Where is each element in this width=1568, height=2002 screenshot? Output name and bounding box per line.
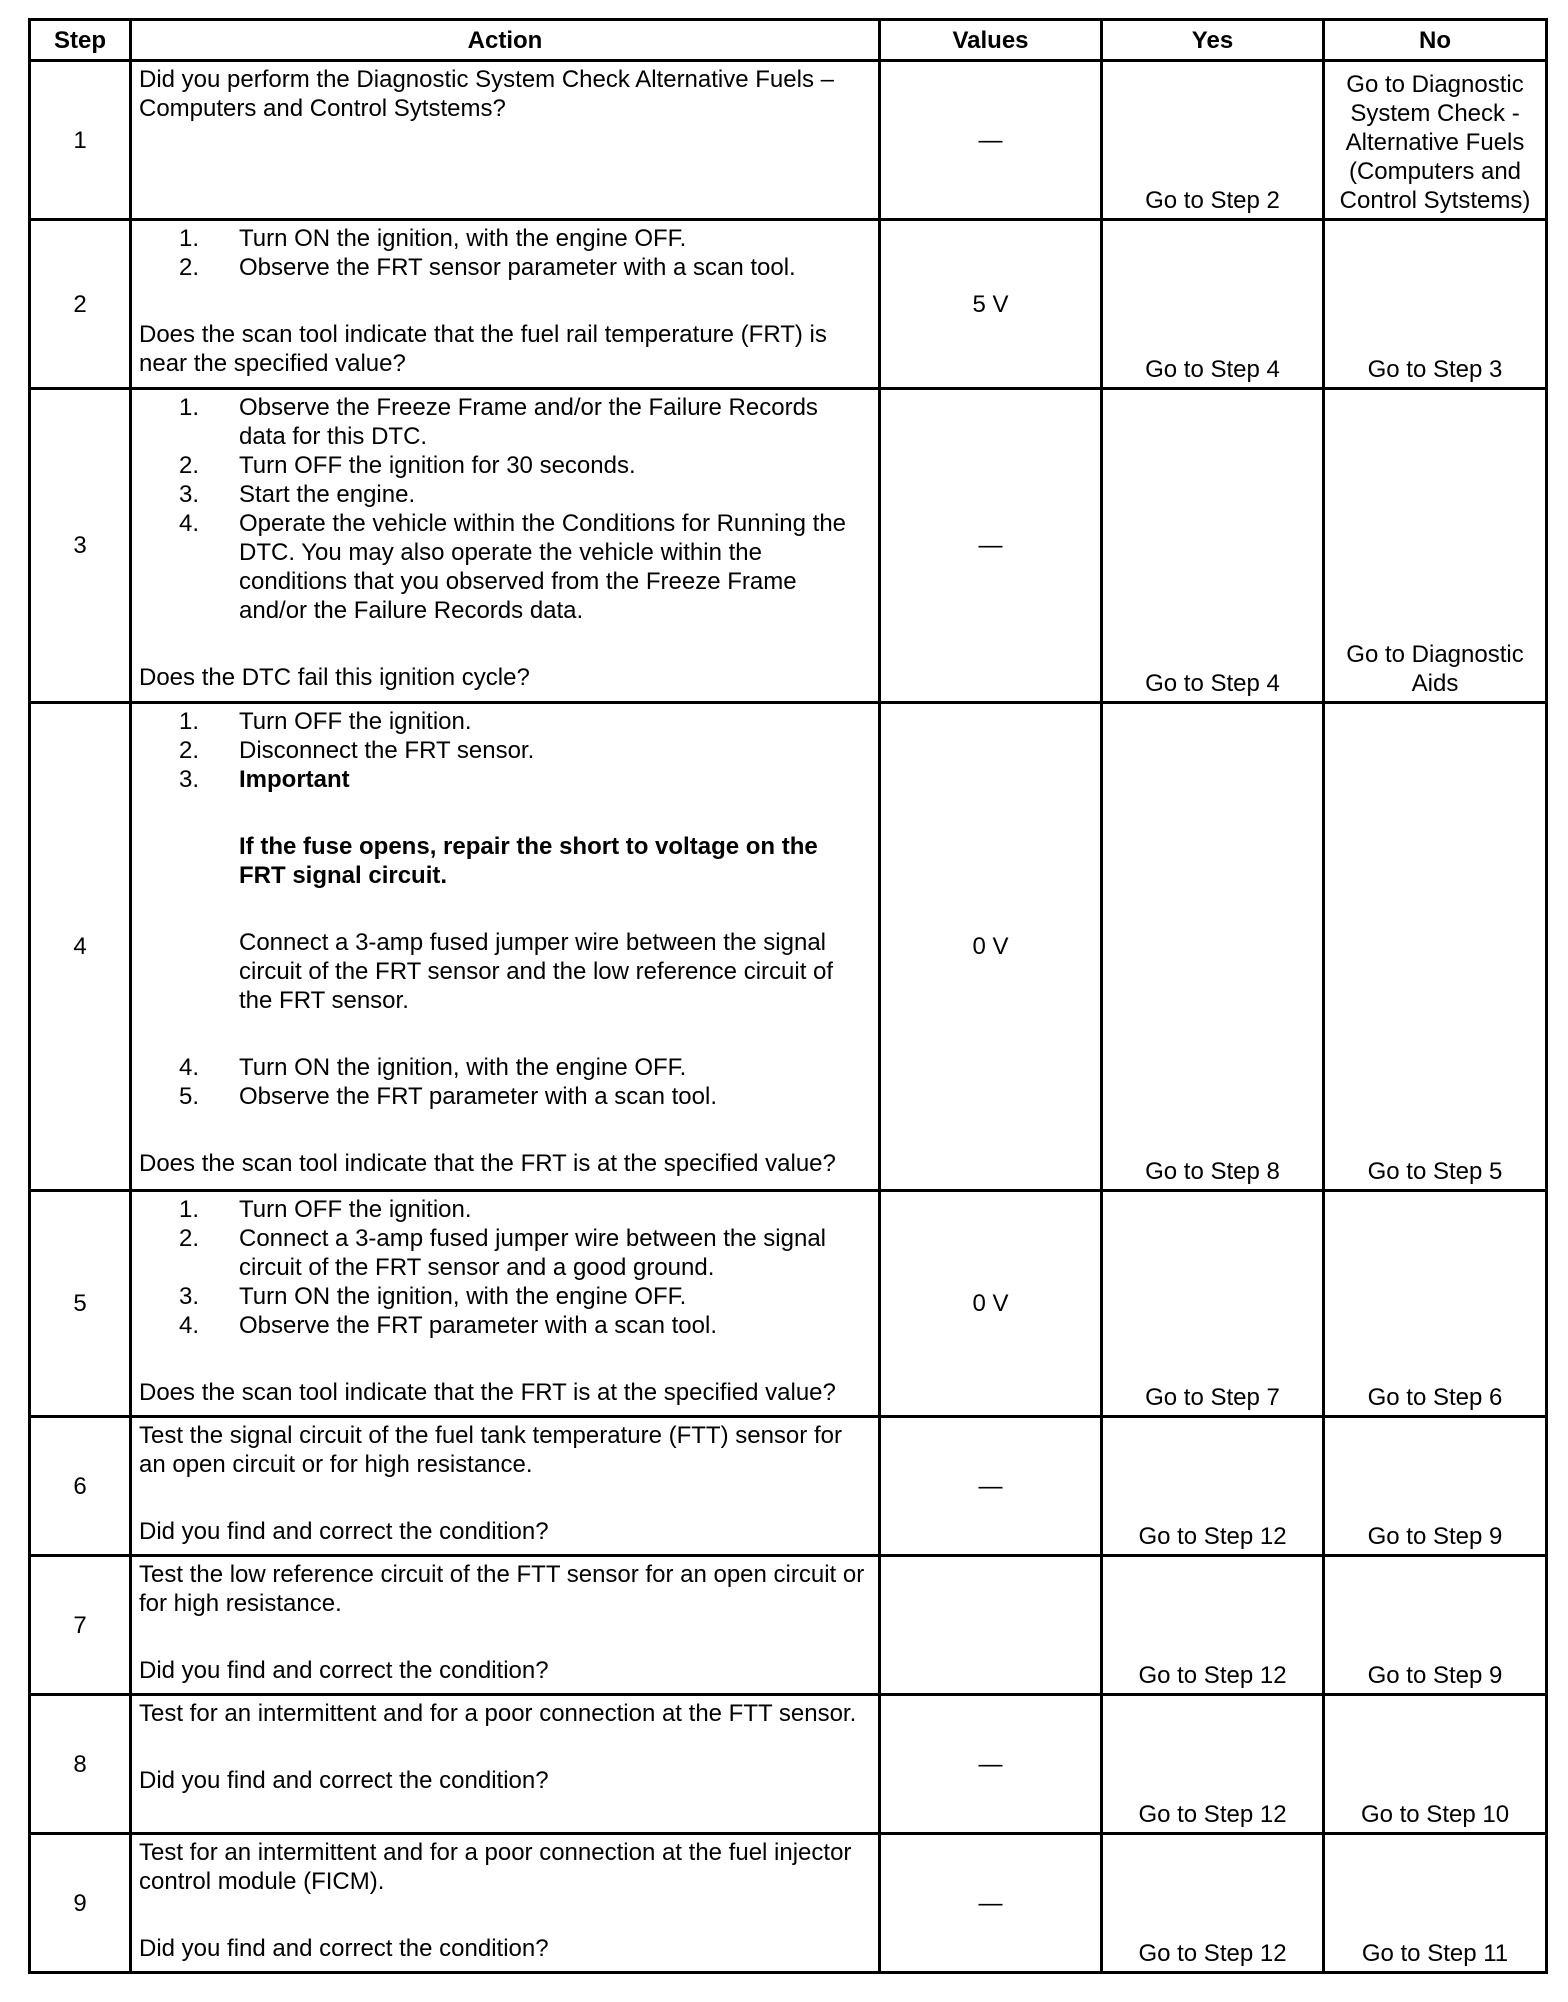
no-cell: Go to Diagnostic System Check - Alternative Fuels (Computers and Control Sytstems) <box>1324 61 1547 220</box>
no-cell: Go to Step 10 <box>1324 1695 1547 1834</box>
list-item: 1. Turn OFF the ignition. <box>178 1196 472 1223</box>
action-cell <box>131 1834 880 1973</box>
value-cell: 0 V <box>880 1191 1102 1417</box>
instruction-text: Connect a 3-amp fused jumper wire between the signal circuit of the FRT sensor and the low reference circuit of the FRT sensor. <box>239 929 834 1014</box>
step-number: 4 <box>30 703 131 1191</box>
list-item: 2. Turn OFF the ignition for 30 seconds. <box>178 452 636 479</box>
no-cell: Go to Step 9 <box>1324 1417 1547 1556</box>
steps-list <box>139 393 871 625</box>
yes-cell: Go to Step 12 <box>1102 1556 1324 1695</box>
no-cell: Go to Step 6 <box>1324 1191 1547 1417</box>
yes-cell: Go to Step 12 <box>1102 1417 1324 1556</box>
list-item: 2. Observe the FRT sensor parameter with a scan tool. <box>178 254 796 281</box>
list-item: 4. Observe the FRT parameter with a scan tool. <box>178 1312 717 1339</box>
step-number: 2 <box>30 220 131 389</box>
action-text: Test for an intermittent and for a poor connection at the FTT sensor. <box>139 1700 857 1727</box>
header-row <box>30 20 1547 61</box>
list-item: 3. Turn ON the ignition, with the engine OFF. <box>178 1283 687 1310</box>
yes-cell: Go to Step 12 <box>1102 1834 1324 1973</box>
table-row <box>30 1834 1547 1973</box>
no-cell: Go to Step 3 <box>1324 220 1547 389</box>
value-cell: — <box>880 389 1102 703</box>
step-number: 5 <box>30 1191 131 1417</box>
list-item: 1. Observe the Freeze Frame and/or the Failure Records data for this DTC. <box>178 394 818 450</box>
steps-list <box>139 707 871 794</box>
action-text: Test the signal circuit of the fuel tank temperature (FTT) sensor for an open circuit or for high resistance. <box>139 1422 842 1478</box>
action-cell <box>131 220 880 389</box>
step-number: 3 <box>30 389 131 703</box>
action-cell <box>131 703 880 1191</box>
action-cell <box>131 1417 880 1556</box>
question-text: Does the scan tool indicate that the fuel rail temperature (FRT) is near the specified value? <box>139 321 827 377</box>
yes-cell: Go to Step 4 <box>1102 220 1324 389</box>
list-item: 2. Disconnect the FRT sensor. <box>178 737 535 764</box>
table-row <box>30 1695 1547 1834</box>
action-cell <box>131 1191 880 1417</box>
steps-list <box>139 1195 871 1340</box>
value-cell: — <box>880 1695 1102 1834</box>
step-number: 7 <box>30 1556 131 1695</box>
list-item: 5. Observe the FRT parameter with a scan tool. <box>178 1083 717 1110</box>
no-cell: Go to Step 9 <box>1324 1556 1547 1695</box>
table-row <box>30 220 1547 389</box>
steps-list <box>139 224 871 282</box>
step-number: 9 <box>30 1834 131 1973</box>
value-cell: — <box>880 1834 1102 1973</box>
diagnostic-table <box>28 18 1548 1974</box>
no-cell: Go to Diagnostic Aids <box>1324 389 1547 703</box>
yes-cell: Go to Step 12 <box>1102 1695 1324 1834</box>
action-text: Test for an intermittent and for a poor connection at the fuel injector control module (FICM). <box>139 1839 852 1895</box>
action-text: Test the low reference circuit of the FTT sensor for an open circuit or for high resistance. <box>139 1561 865 1617</box>
action-cell <box>131 1695 880 1834</box>
step-number: 6 <box>30 1417 131 1556</box>
table-row <box>30 389 1547 703</box>
list-item: 1. Turn ON the ignition, with the engine OFF. <box>178 225 687 252</box>
yes-cell: Go to Step 4 <box>1102 389 1324 703</box>
list-item: 4. Operate the vehicle within the Conditions for Running the DTC. You may also operate the vehicle within the conditions that you observed from the Freeze Frame and/or the Failure Records data. <box>178 510 847 624</box>
table-row <box>30 1191 1547 1417</box>
no-cell: Go to Step 11 <box>1324 1834 1547 1973</box>
header-no: No <box>1324 20 1547 61</box>
list-item: 3. Important <box>178 766 350 793</box>
list-item: 3. Start the engine. <box>178 481 416 508</box>
value-cell: — <box>880 61 1102 220</box>
important-note: If the fuse opens, repair the short to voltage on the FRT signal circuit. <box>239 833 818 889</box>
action-text: Did you perform the Diagnostic System Check Alternative Fuels – Computers and Control Sytstems? <box>139 66 834 122</box>
header-yes: Yes <box>1102 20 1324 61</box>
table-row <box>30 61 1547 220</box>
step-number: 8 <box>30 1695 131 1834</box>
yes-cell: Go to Step 2 <box>1102 61 1324 220</box>
question-text: Did you find and correct the condition? <box>139 1767 549 1794</box>
value-cell <box>880 1556 1102 1695</box>
yes-cell: Go to Step 8 <box>1102 703 1324 1191</box>
table-row <box>30 703 1547 1191</box>
header-values: Values <box>880 20 1102 61</box>
question-text: Did you find and correct the condition? <box>139 1935 549 1962</box>
question-text: Did you find and correct the condition? <box>139 1518 549 1545</box>
table-row <box>30 1556 1547 1695</box>
question-text: Does the DTC fail this ignition cycle? <box>139 664 530 691</box>
step-number: 1 <box>30 61 131 220</box>
question-text: Does the scan tool indicate that the FRT is at the specified value? <box>139 1379 836 1406</box>
value-cell: 0 V <box>880 703 1102 1191</box>
question-text: Did you find and correct the condition? <box>139 1657 549 1684</box>
steps-list <box>139 1053 871 1111</box>
no-cell: Go to Step 5 <box>1324 703 1547 1191</box>
value-cell: — <box>880 1417 1102 1556</box>
yes-cell: Go to Step 7 <box>1102 1191 1324 1417</box>
list-item: 4. Turn ON the ignition, with the engine OFF. <box>178 1054 687 1081</box>
question-text: Does the scan tool indicate that the FRT is at the specified value? <box>139 1150 836 1177</box>
value-cell: 5 V <box>880 220 1102 389</box>
action-cell <box>131 1556 880 1695</box>
table-row <box>30 1417 1547 1556</box>
list-item: 1. Turn OFF the ignition. <box>178 708 472 735</box>
header-step: Step <box>30 20 131 61</box>
list-item: 2. Connect a 3-amp fused jumper wire between the signal circuit of the FRT sensor and a good ground. <box>178 1225 826 1281</box>
header-action: Action <box>131 20 880 61</box>
action-cell <box>131 389 880 703</box>
action-cell <box>131 61 880 220</box>
